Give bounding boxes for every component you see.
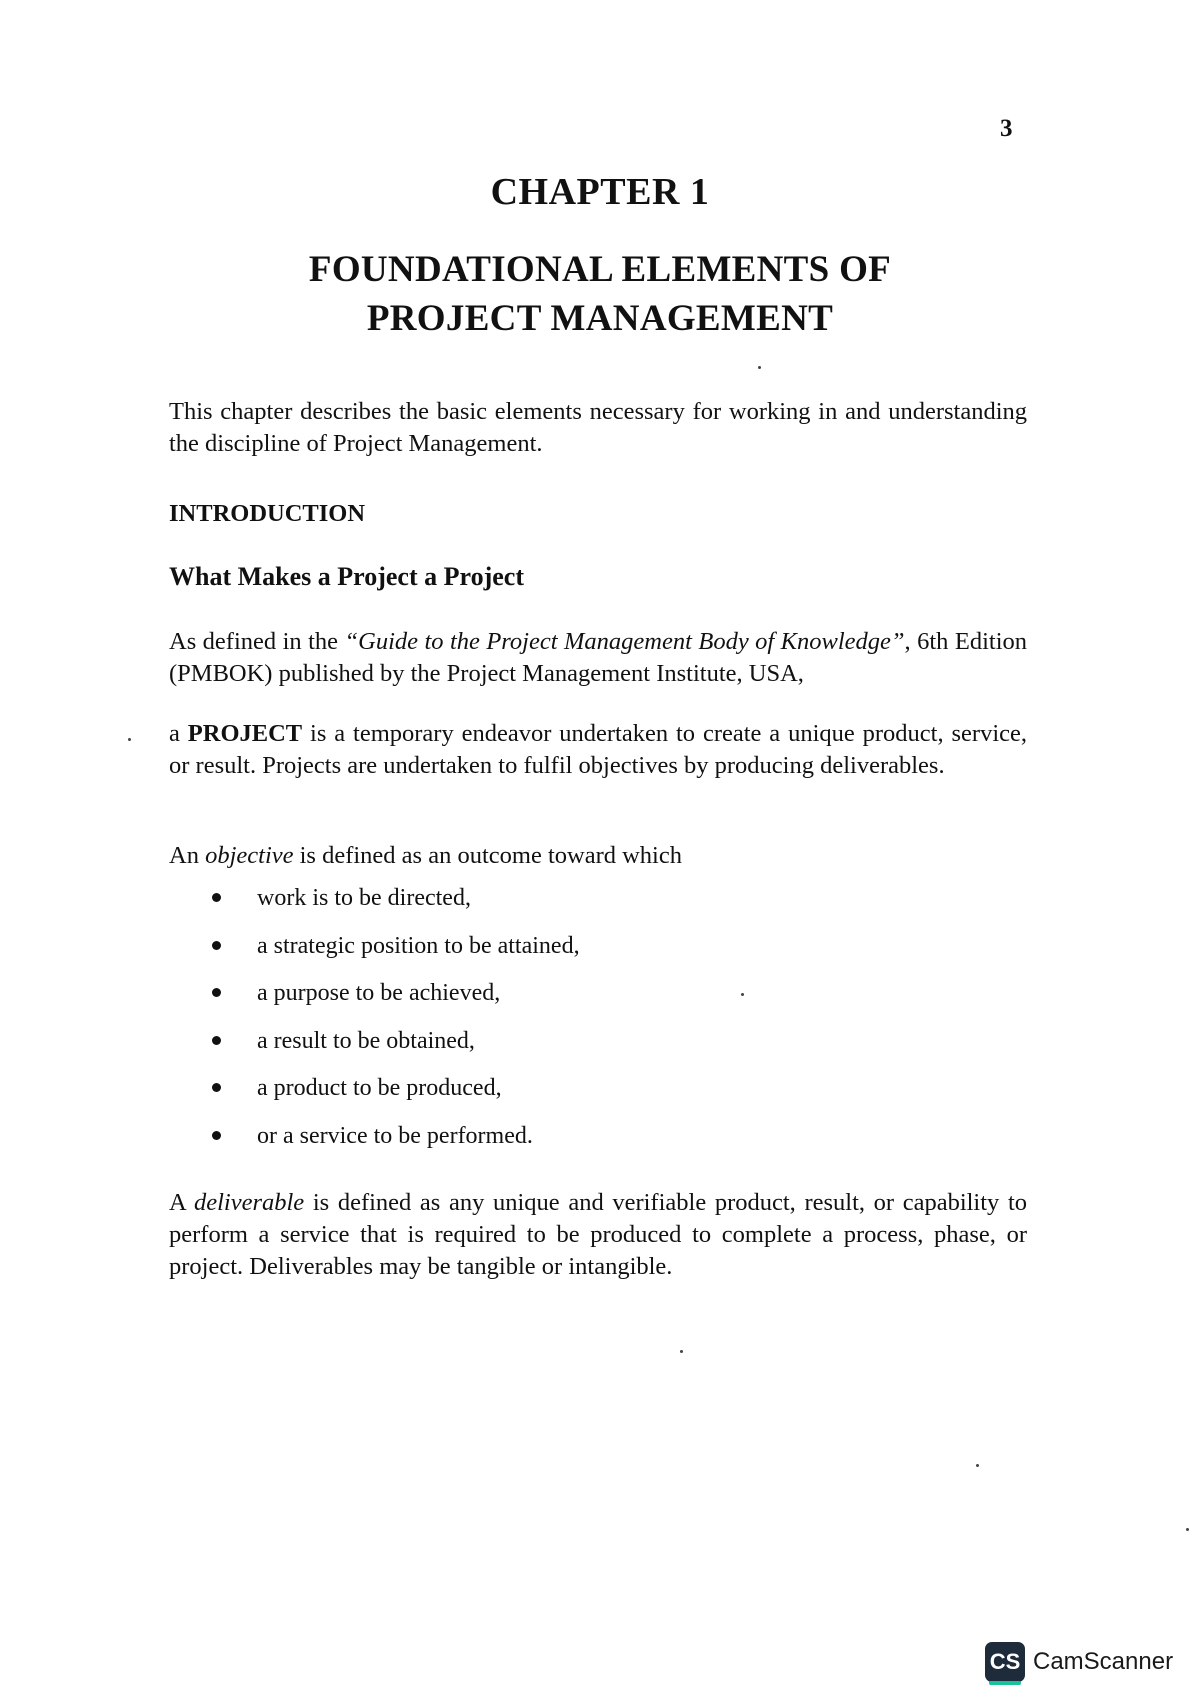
project-term: PROJECT [187,720,303,747]
list-item-text: a purpose to be achieved, [257,980,501,1006]
list-item-text: a product to be produced, [257,1075,502,1101]
objective-prefix: An [169,842,206,869]
project-definition-text: is a temporary endeavor undertaken to create a unique product, service, or result. Projects are undertaken to fulfil objectives by producing deliverables. [169,720,1028,779]
page-number: 3 [1000,115,1013,142]
list-item-text: a result to be obtained, [257,1027,475,1054]
camscanner-logo-icon: CS [985,1642,1025,1682]
bullet-icon [212,1036,221,1045]
project-definition-prefix: a [169,720,188,747]
pmbok-title: “Guide to the Project Management Body of Knowledge” [344,628,905,655]
scan-speck [128,738,131,741]
subsection-heading: What Makes a Project a Project [169,562,524,591]
list-item-text: or a service to be performed. [257,1122,533,1149]
objective-term: objective [205,842,294,869]
camscanner-name: CamScanner [1033,1648,1174,1675]
project-definition-paragraph [169,718,1027,782]
bullet-icon [212,893,221,902]
pmbok-paragraph [169,626,1027,690]
chapter-title-line-1: FOUNDATIONAL ELEMENTS OF [308,249,892,290]
deliverable-paragraph [169,1187,1027,1283]
section-heading: INTRODUCTION [169,500,366,527]
intro-paragraph: This chapter describes the basic elements necessary for working in and understanding the discipline of Project Management. [169,398,1027,457]
bullet-icon [212,1131,221,1140]
bullet-icon [212,1083,221,1092]
deliverable-term: deliverable [193,1189,305,1216]
scan-speck [758,366,761,369]
list-item-text: a strategic position to be attained, [257,932,580,959]
deliverable-text: is defined as any unique and verifiable product, result, or capability to perform a service that is required to be produced to complete a process, phase, or project. Deliverables may be tangible or intangible. [169,1189,1027,1280]
objective-lead-paragraph [169,840,1027,872]
deliverable-prefix: A [169,1189,194,1216]
objective-text: is defined as an outcome toward which [293,842,682,869]
bullet-icon [212,988,221,997]
pmbok-prefix: As defined in the [169,628,345,655]
chapter-title [0,245,1200,343]
chapter-label: CHAPTER 1 [490,171,710,213]
pmbok-suffix: , 6th Edition (PMBOK) published by the Project Management Institute, USA, [169,628,1028,687]
scan-speck [680,1350,683,1353]
chapter-title-line-2: PROJECT MANAGEMENT [366,298,834,339]
list-item-text: work is to be directed, [257,885,471,911]
bullet-icon [212,941,221,950]
scan-speck [741,993,744,996]
camscanner-watermark [985,1642,1173,1682]
scan-speck [976,1464,979,1467]
scan-speck [1186,1528,1189,1531]
